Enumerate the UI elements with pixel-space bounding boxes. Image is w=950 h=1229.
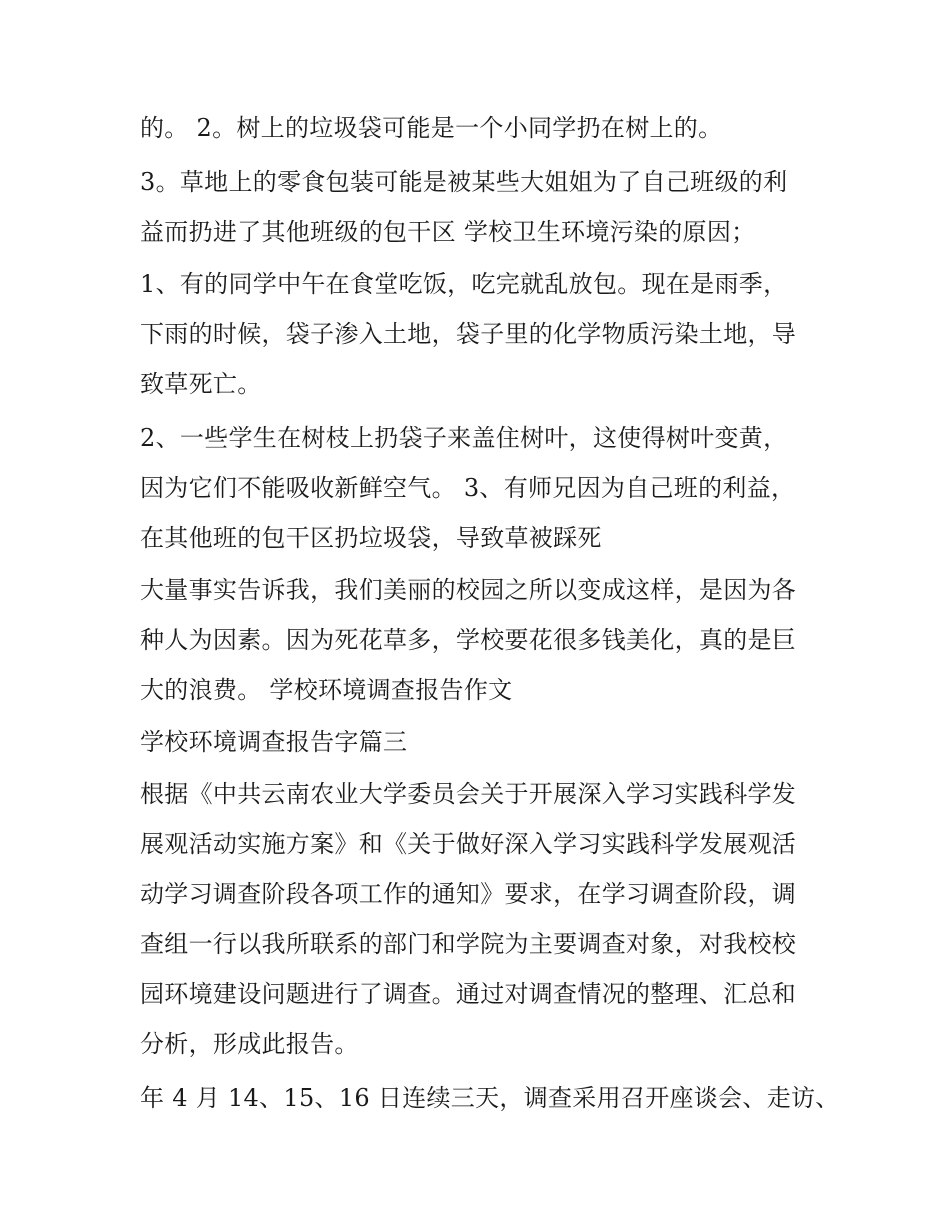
text-line: 根据《中共云南农业大学委员会关于开展深入学习实践科学发: [140, 780, 797, 808]
section-heading: 学校环境调查报告字篇三: [140, 728, 408, 756]
text-line: 种人为因素。因为死花草多，学校要花很多钱美化，真的是巨: [140, 626, 797, 654]
text-line: 园环境建设问题进行了调查。通过对调查情况的整理、汇总和: [140, 980, 797, 1008]
text-line: 分析，形成此报告。: [140, 1030, 359, 1058]
text-line: 的。 2。树上的垃圾袋可能是一个小同学扔在树上的。: [140, 114, 723, 142]
text-line: 大的浪费。 学校环境调查报告作文: [140, 676, 513, 704]
text-line: 益而扔进了其他班级的包干区 学校卫生环境污染的原因；: [140, 218, 756, 246]
text-line: 年 4 月 14、15、16 日连续三天，调查采用召开座谈会、走访、: [140, 1084, 840, 1112]
text-line: 查组一行以我所联系的部门和学院为主要调查对象，对我校校: [140, 930, 797, 958]
text-line: 下雨的时候，袋子渗入土地，袋子里的化学物质污染土地，导: [140, 320, 797, 348]
text-line: 展观活动实施方案》和《关于做好深入学习实践科学发展观活: [140, 830, 797, 858]
text-line: 2、一些学生在树枝上扔袋子来盖住树叶，这使得树叶变黄，: [140, 424, 788, 452]
text-line: 因为它们不能吸收新鲜空气。 3、有师兄因为自己班的利益，: [140, 474, 796, 502]
text-line: 动学习调查阶段各项工作的通知》要求，在学习调查阶段，调: [140, 880, 797, 908]
text-line: 致草死亡。: [140, 370, 262, 398]
text-line: 大量事实告诉我，我们美丽的校园之所以变成这样，是因为各: [140, 576, 797, 604]
text-line: 3。草地上的零食包装可能是被某些大姐姐为了自己班级的利: [140, 168, 788, 196]
text-line: 在其他班的包干区扔垃圾袋，导致草被踩死: [140, 524, 602, 552]
text-line: 1、有的同学中午在食堂吃饭，吃完就乱放包。现在是雨季，: [140, 270, 788, 298]
